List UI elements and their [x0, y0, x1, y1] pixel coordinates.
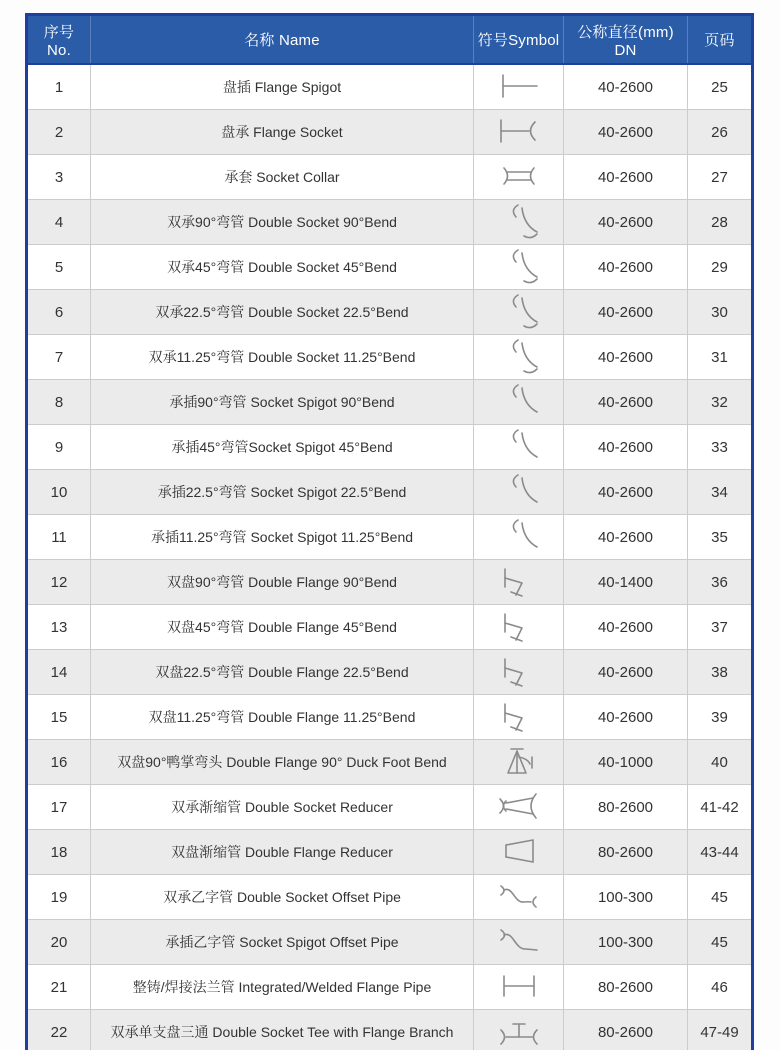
item-name: 双承11.25°弯管 Double Socket 11.25°Bend [91, 335, 474, 380]
page-number: 46 [688, 965, 753, 1010]
table-row [27, 965, 753, 1010]
table-row [27, 425, 753, 470]
double-flange-bend-icon [491, 606, 547, 646]
item-name: 双盘22.5°弯管 Double Flange 22.5°Bend [91, 650, 474, 695]
dn-range: 40-2600 [564, 605, 688, 650]
column-header-dn: 公称直径(mm) DN [564, 15, 688, 65]
row-number: 17 [27, 785, 91, 830]
table-row [27, 515, 753, 560]
double-flange-bend-icon [491, 651, 547, 691]
row-number: 22 [27, 1010, 91, 1050]
page-number: 27 [688, 155, 753, 200]
row-number: 4 [27, 200, 91, 245]
dn-range: 40-2600 [564, 110, 688, 155]
row-number: 1 [27, 64, 91, 110]
socket-spigot-bend-icon [491, 471, 547, 511]
symbol-cell [474, 650, 564, 695]
column-header-no: 序号 No. [27, 15, 91, 65]
dn-range: 80-2600 [564, 1010, 688, 1050]
symbol-cell [474, 380, 564, 425]
symbol-cell [474, 335, 564, 380]
column-header-page: 页码 [688, 15, 753, 65]
symbol-cell [474, 965, 564, 1010]
socket-collar-icon [491, 156, 547, 196]
fittings-index-table [25, 13, 754, 1050]
row-number: 19 [27, 875, 91, 920]
symbol-cell [474, 785, 564, 830]
symbol-cell [474, 830, 564, 875]
page-number: 40 [688, 740, 753, 785]
dn-range: 40-2600 [564, 380, 688, 425]
symbol-cell [474, 110, 564, 155]
dn-range: 40-2600 [564, 650, 688, 695]
page-number: 33 [688, 425, 753, 470]
dn-range: 80-2600 [564, 830, 688, 875]
page-number: 45 [688, 920, 753, 965]
table-row [27, 695, 753, 740]
column-header-name: 名称 Name [91, 15, 474, 65]
double-socket-reducer-icon [491, 786, 547, 826]
table-header [27, 15, 753, 65]
item-name: 双承乙字管 Double Socket Offset Pipe [91, 875, 474, 920]
dn-range: 100-300 [564, 875, 688, 920]
duck-foot-bend-icon [491, 741, 547, 781]
row-number: 5 [27, 245, 91, 290]
row-number: 8 [27, 380, 91, 425]
symbol-cell [474, 245, 564, 290]
row-number: 21 [27, 965, 91, 1010]
page-number: 39 [688, 695, 753, 740]
symbol-cell [474, 200, 564, 245]
table-row [27, 875, 753, 920]
symbol-cell [474, 560, 564, 605]
page-number: 35 [688, 515, 753, 560]
socket-spigot-offset-pipe-icon [491, 921, 547, 961]
row-number: 2 [27, 110, 91, 155]
page-number: 45 [688, 875, 753, 920]
item-name: 双盘渐缩管 Double Flange Reducer [91, 830, 474, 875]
row-number: 6 [27, 290, 91, 335]
row-number: 18 [27, 830, 91, 875]
socket-spigot-bend-icon [491, 426, 547, 466]
dn-range: 40-2600 [564, 470, 688, 515]
table-row [27, 560, 753, 605]
flange-spigot-icon [491, 66, 547, 106]
item-name: 双盘90°弯管 Double Flange 90°Bend [91, 560, 474, 605]
page-number: 31 [688, 335, 753, 380]
dn-range: 100-300 [564, 920, 688, 965]
item-name: 双承22.5°弯管 Double Socket 22.5°Bend [91, 290, 474, 335]
page-number: 47-49 [688, 1010, 753, 1050]
item-name: 双承渐缩管 Double Socket Reducer [91, 785, 474, 830]
item-name: 承套 Socket Collar [91, 155, 474, 200]
dn-range: 40-2600 [564, 515, 688, 560]
page-number: 26 [688, 110, 753, 155]
table-row [27, 335, 753, 380]
table-row [27, 920, 753, 965]
dn-range: 80-2600 [564, 965, 688, 1010]
item-name: 双盘11.25°弯管 Double Flange 11.25°Bend [91, 695, 474, 740]
dn-range: 40-1000 [564, 740, 688, 785]
dn-range: 80-2600 [564, 785, 688, 830]
table-row [27, 245, 753, 290]
table-row [27, 155, 753, 200]
symbol-cell [474, 470, 564, 515]
item-name: 双承90°弯管 Double Socket 90°Bend [91, 200, 474, 245]
symbol-cell [474, 875, 564, 920]
row-number: 20 [27, 920, 91, 965]
page-number: 36 [688, 560, 753, 605]
symbol-cell [474, 155, 564, 200]
page-number: 41-42 [688, 785, 753, 830]
page-number: 29 [688, 245, 753, 290]
row-number: 15 [27, 695, 91, 740]
row-number: 11 [27, 515, 91, 560]
dn-range: 40-2600 [564, 335, 688, 380]
row-number: 13 [27, 605, 91, 650]
row-number: 9 [27, 425, 91, 470]
symbol-cell [474, 920, 564, 965]
socket-spigot-bend-icon [491, 516, 547, 556]
item-name: 双盘90°鸭掌弯头 Double Flange 90° Duck Foot Bend [91, 740, 474, 785]
double-socket-bend-icon [491, 336, 547, 376]
page-number: 30 [688, 290, 753, 335]
table-body [27, 64, 753, 1050]
page-number: 34 [688, 470, 753, 515]
table-row [27, 740, 753, 785]
item-name: 双承45°弯管 Double Socket 45°Bend [91, 245, 474, 290]
item-name: 盘插 Flange Spigot [91, 64, 474, 110]
flange-socket-icon [491, 111, 547, 151]
socket-spigot-bend-icon [491, 381, 547, 421]
page-number: 28 [688, 200, 753, 245]
row-number: 10 [27, 470, 91, 515]
item-name: 承插22.5°弯管 Socket Spigot 22.5°Bend [91, 470, 474, 515]
double-flange-bend-icon [491, 561, 547, 601]
flange-pipe-icon [491, 966, 547, 1006]
dn-range: 40-2600 [564, 245, 688, 290]
row-number: 16 [27, 740, 91, 785]
table-row [27, 110, 753, 155]
double-socket-bend-icon [491, 246, 547, 286]
table-row [27, 605, 753, 650]
row-number: 3 [27, 155, 91, 200]
dn-range: 40-2600 [564, 64, 688, 110]
row-number: 14 [27, 650, 91, 695]
double-flange-bend-icon [491, 696, 547, 736]
symbol-cell [474, 64, 564, 110]
symbol-cell [474, 740, 564, 785]
table-row [27, 830, 753, 875]
item-name: 盘承 Flange Socket [91, 110, 474, 155]
symbol-cell [474, 1010, 564, 1050]
dn-range: 40-2600 [564, 695, 688, 740]
double-socket-bend-icon [491, 291, 547, 331]
symbol-cell [474, 290, 564, 335]
double-socket-bend-icon [491, 201, 547, 241]
table-row [27, 470, 753, 515]
page-number: 32 [688, 380, 753, 425]
item-name: 整铸/焊接法兰管 Integrated/Welded Flange Pipe [91, 965, 474, 1010]
row-number: 12 [27, 560, 91, 605]
page-number: 43-44 [688, 830, 753, 875]
page-number: 25 [688, 64, 753, 110]
dn-range: 40-2600 [564, 200, 688, 245]
page-number: 37 [688, 605, 753, 650]
dn-range: 40-2600 [564, 155, 688, 200]
dn-range: 40-2600 [564, 425, 688, 470]
column-header-symbol: 符号Symbol [474, 15, 564, 65]
item-name: 承插11.25°弯管 Socket Spigot 11.25°Bend [91, 515, 474, 560]
item-name: 双承单支盘三通 Double Socket Tee with Flange Branch [91, 1010, 474, 1050]
item-name: 承插45°弯管Socket Spigot 45°Bend [91, 425, 474, 470]
item-name: 承插乙字管 Socket Spigot Offset Pipe [91, 920, 474, 965]
symbol-cell [474, 605, 564, 650]
item-name: 双盘45°弯管 Double Flange 45°Bend [91, 605, 474, 650]
symbol-cell [474, 695, 564, 740]
item-name: 承插90°弯管 Socket Spigot 90°Bend [91, 380, 474, 425]
symbol-cell [474, 515, 564, 560]
symbol-cell [474, 425, 564, 470]
table-row [27, 1010, 753, 1050]
double-socket-offset-pipe-icon [491, 876, 547, 916]
row-number: 7 [27, 335, 91, 380]
dn-range: 40-1400 [564, 560, 688, 605]
table-row [27, 650, 753, 695]
table-row [27, 200, 753, 245]
table-row [27, 64, 753, 110]
table-row [27, 290, 753, 335]
table-header-row [27, 15, 753, 65]
socket-tee-flange-branch-icon [491, 1011, 547, 1050]
double-flange-reducer-icon [491, 831, 547, 871]
table-row [27, 380, 753, 425]
table-row [27, 785, 753, 830]
dn-range: 40-2600 [564, 290, 688, 335]
page-number: 38 [688, 650, 753, 695]
